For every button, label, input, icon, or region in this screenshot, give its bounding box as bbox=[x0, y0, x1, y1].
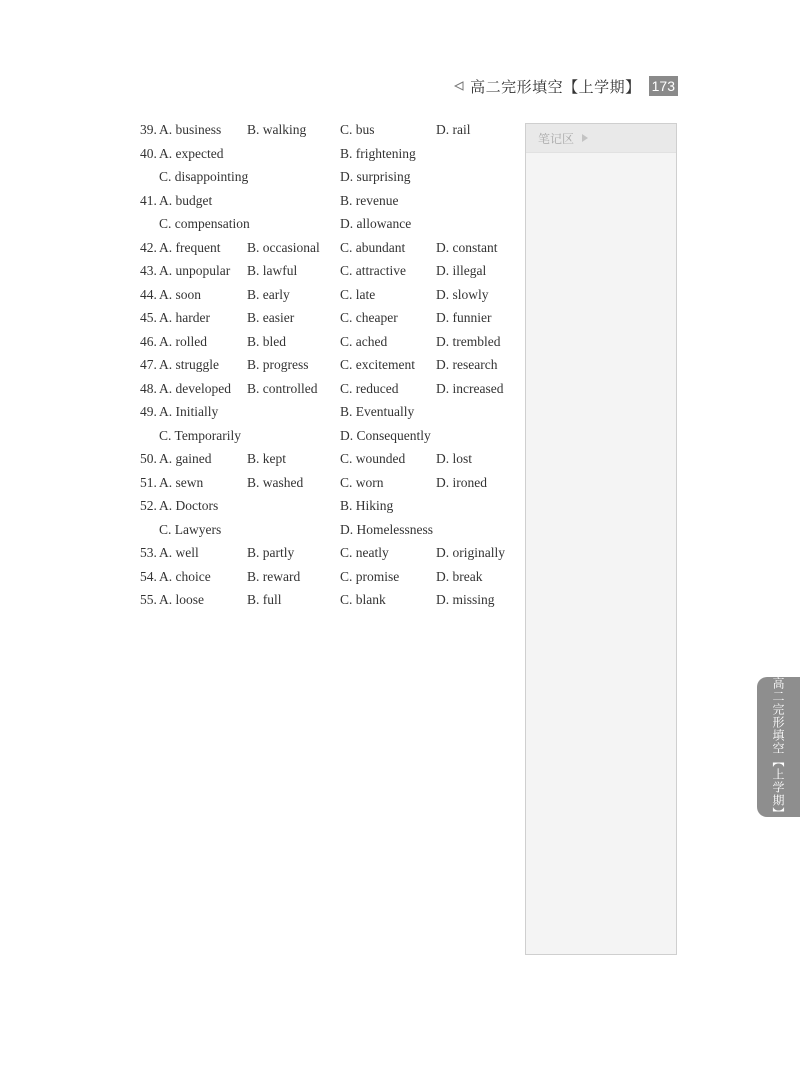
option-c: D. allowance bbox=[340, 216, 412, 231]
option-c: C. bus bbox=[340, 122, 375, 137]
option-a: A. business bbox=[159, 122, 222, 137]
option-c: D. Consequently bbox=[340, 427, 431, 443]
question-row bbox=[140, 330, 520, 354]
option-c: B. Hiking bbox=[340, 498, 394, 513]
option-b: B. kept bbox=[247, 451, 286, 466]
option-a: A. well bbox=[159, 545, 199, 560]
question-number: 47. bbox=[140, 357, 157, 372]
option-a: A. struggle bbox=[159, 357, 219, 372]
option-a: A. budget bbox=[159, 192, 213, 208]
option-d: D. rail bbox=[436, 122, 471, 137]
option-a: A. choice bbox=[159, 568, 211, 584]
option-b: B. washed bbox=[247, 474, 304, 490]
triangle-left-icon bbox=[454, 81, 464, 91]
question-row bbox=[140, 377, 520, 401]
question-row bbox=[140, 212, 520, 236]
option-c: C. worn bbox=[340, 474, 384, 490]
option-a: A. sewn bbox=[159, 474, 204, 490]
option-a: A. gained bbox=[159, 451, 212, 466]
option-c: C. ached bbox=[340, 333, 388, 349]
option-c: B. Eventually bbox=[340, 404, 415, 419]
option-c: C. attractive bbox=[340, 263, 406, 278]
option-b: B. walking bbox=[247, 122, 307, 137]
option-d: D. originally bbox=[436, 545, 505, 560]
page-title: 高二完形填空【上学期】 bbox=[470, 77, 641, 96]
option-d: D. missing bbox=[436, 592, 495, 607]
question-number: 46. bbox=[140, 333, 157, 349]
question-row bbox=[140, 588, 520, 612]
option-d: D. funnier bbox=[436, 310, 492, 325]
question-row bbox=[140, 518, 520, 542]
option-c: C. neatly bbox=[340, 545, 389, 560]
option-d: D. research bbox=[436, 357, 498, 372]
question-number: 55. bbox=[140, 592, 157, 607]
option-d: D. constant bbox=[436, 239, 498, 255]
option-c: C. wounded bbox=[340, 451, 406, 466]
question-number: 50. bbox=[140, 451, 157, 466]
question-number: 48. bbox=[140, 380, 157, 396]
option-b: B. occasional bbox=[247, 239, 320, 255]
option-d: D. illegal bbox=[436, 263, 487, 278]
option-a: C. compensation bbox=[159, 216, 250, 231]
option-b: B. bled bbox=[247, 333, 286, 349]
question-row bbox=[140, 259, 520, 283]
option-b: B. progress bbox=[247, 357, 309, 372]
question-row bbox=[140, 447, 520, 471]
option-a: A. rolled bbox=[159, 333, 207, 349]
option-b: B. full bbox=[247, 592, 282, 607]
option-d: D. increased bbox=[436, 380, 504, 396]
question-number: 43. bbox=[140, 263, 157, 278]
notes-area bbox=[525, 123, 677, 955]
option-d: D. slowly bbox=[436, 286, 489, 302]
question-number: 40. bbox=[140, 145, 157, 161]
option-a: A. Initially bbox=[159, 404, 219, 419]
triangle-right-icon bbox=[582, 134, 588, 142]
option-d: D. trembled bbox=[436, 333, 501, 349]
option-d: D. lost bbox=[436, 451, 473, 466]
question-row bbox=[140, 142, 520, 166]
option-b: B. easier bbox=[247, 310, 295, 325]
question-list bbox=[140, 118, 520, 612]
option-a: A. Doctors bbox=[159, 498, 219, 513]
option-a: A. frequent bbox=[159, 239, 221, 255]
question-row bbox=[140, 400, 520, 424]
option-b: B. early bbox=[247, 286, 290, 302]
question-row bbox=[140, 541, 520, 565]
option-a: C. Lawyers bbox=[159, 521, 222, 537]
question-number: 42. bbox=[140, 239, 157, 255]
question-number: 54. bbox=[140, 568, 157, 584]
option-c: C. reduced bbox=[340, 380, 399, 396]
option-c: C. cheaper bbox=[340, 310, 398, 325]
question-row bbox=[140, 118, 520, 142]
option-a: A. unpopular bbox=[159, 263, 231, 278]
option-a: A. expected bbox=[159, 145, 224, 161]
option-c: C. blank bbox=[340, 592, 386, 607]
option-c: D. surprising bbox=[340, 169, 411, 184]
option-b: B. reward bbox=[247, 568, 301, 584]
option-d: D. ironed bbox=[436, 474, 487, 490]
page-number: 173 bbox=[649, 76, 678, 96]
question-number: 45. bbox=[140, 310, 157, 325]
option-c: D. Homelessness bbox=[340, 521, 433, 537]
notes-label: 笔记区 bbox=[538, 131, 575, 146]
option-c: C. late bbox=[340, 286, 376, 302]
question-number: 51. bbox=[140, 474, 157, 490]
option-c: B. revenue bbox=[340, 192, 399, 208]
option-c: C. excitement bbox=[340, 357, 415, 372]
question-number: 39. bbox=[140, 122, 157, 137]
option-a: A. loose bbox=[159, 592, 204, 607]
option-a: A. developed bbox=[159, 380, 231, 396]
option-d: D. break bbox=[436, 568, 483, 584]
option-a: A. soon bbox=[159, 286, 202, 302]
question-row bbox=[140, 189, 520, 213]
question-row bbox=[140, 424, 520, 448]
option-a: C. Temporarily bbox=[159, 427, 242, 443]
question-number: 41. bbox=[140, 192, 157, 208]
question-number: 52. bbox=[140, 498, 157, 513]
option-a: C. disappointing bbox=[159, 169, 249, 184]
option-b: B. lawful bbox=[247, 263, 298, 278]
question-row bbox=[140, 236, 520, 260]
question-row bbox=[140, 353, 520, 377]
option-c: B. frightening bbox=[340, 145, 416, 161]
option-a: A. harder bbox=[159, 310, 210, 325]
page-header bbox=[454, 75, 678, 97]
side-tab-label: 高二完形填空【上学期】 bbox=[771, 677, 785, 820]
question-row bbox=[140, 283, 520, 307]
question-number: 44. bbox=[140, 286, 157, 302]
question-row bbox=[140, 565, 520, 589]
option-b: B. controlled bbox=[247, 380, 318, 396]
option-c: C. abundant bbox=[340, 239, 406, 255]
question-row bbox=[140, 471, 520, 495]
option-c: C. promise bbox=[340, 568, 400, 584]
option-b: B. partly bbox=[247, 545, 295, 560]
question-number: 53. bbox=[140, 545, 157, 560]
question-row bbox=[140, 494, 520, 518]
question-row bbox=[140, 306, 520, 330]
notes-header bbox=[526, 124, 676, 153]
question-number: 49. bbox=[140, 404, 157, 419]
side-tab bbox=[757, 677, 800, 820]
question-row bbox=[140, 165, 520, 189]
